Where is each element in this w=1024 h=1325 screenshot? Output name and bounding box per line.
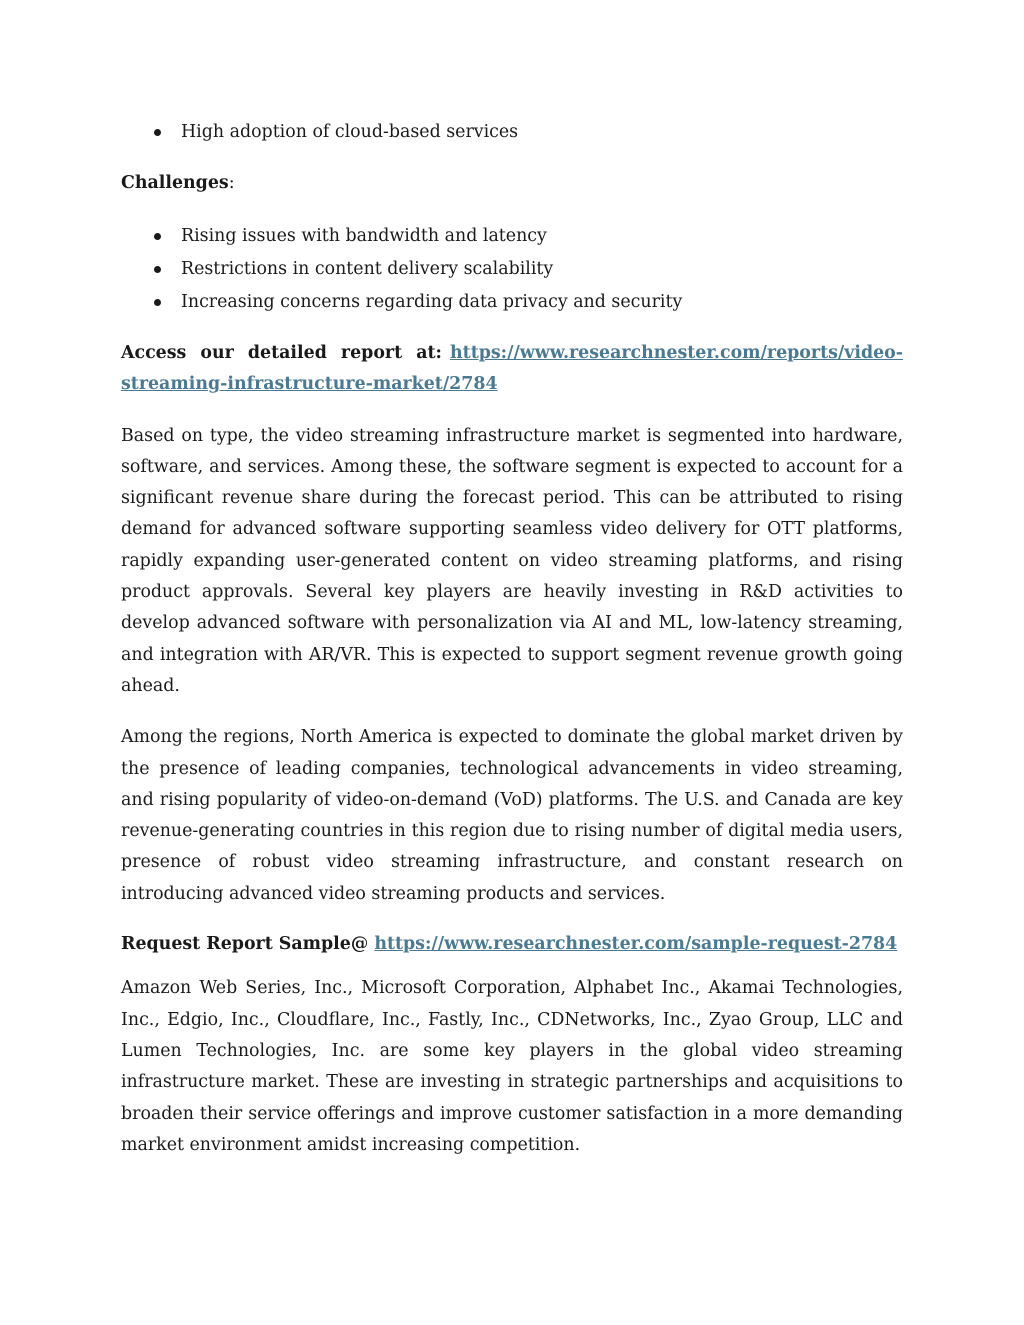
list-item: [121, 220, 903, 253]
list-item-text: Rising issues with bandwidth and latency: [181, 226, 547, 246]
list-item: [121, 253, 903, 286]
bullet-icon: [154, 129, 161, 136]
bullet-icon: [154, 299, 161, 306]
list-item-text: Restrictions in content delivery scalability: [181, 259, 554, 279]
key-players-paragraph: Amazon Web Series, Inc., Microsoft Corporation, Alphabet Inc., Akamai Technologies, Inc., Edgio, Inc., Cloudflare, Inc., Fastly, Inc., CDNetworks, Inc., Zyao Group, LLC and Lumen Technologies, Inc. are some key players in the global video streaming infrastructure market. These are investing in strategic partnerships and acquisitions to broaden their service offerings and improve customer satisfaction in a more demanding market environment amidst increasing competition.: [121, 978, 903, 1155]
challenges-heading: [121, 168, 903, 199]
access-report-line: [121, 338, 903, 401]
challenges-list: [121, 220, 903, 319]
sample-request-link[interactable]: https://www.researchnester.com/sample-request-2784: [374, 934, 898, 955]
drivers-list: [121, 116, 903, 149]
report-link[interactable]: https://www.researchnester.com/reports/video-streaming-infrastructure-market/2784: [121, 343, 903, 395]
request-sample-line: [121, 929, 903, 960]
list-item: [121, 116, 903, 149]
document-page: [121, 116, 903, 1161]
list-item-text: High adoption of cloud-based services: [181, 122, 519, 142]
request-sample-label: Request Report Sample@: [121, 934, 369, 955]
type-segment-paragraph: Based on type, the video streaming infrastructure market is segmented into hardware, software, and services. Among these, the software segment is expected to account for a significant revenue share during the forecast period. This can be attributed to rising demand for advanced software supporting seamless video delivery for OTT platforms, rapidly expanding user-generated content on video streaming platforms, and rising product approvals. Several key players are heavily investing in R&D activities to develop advanced software with personalization via AI and ML, low-latency streaming, and integration with AR/VR. This is expected to support segment revenue growth going ahead.: [121, 425, 903, 696]
list-item: [121, 286, 903, 319]
bullet-icon: [154, 266, 161, 273]
access-report-label: Access our detailed report at:: [121, 343, 442, 363]
bullet-icon: [154, 233, 161, 240]
regions-paragraph: Among the regions, North America is expected to dominate the global market driven by the presence of leading companies, technological advancements in video streaming, and rising popularity of video-on-demand (VoD) platforms. The U.S. and Canada are key revenue-generating countries in this region due to rising number of digital media users, presence of robust video streaming infrastructure, and constant research on introducing advanced video streaming products and services.: [121, 727, 903, 904]
challenges-heading-colon: :: [228, 173, 235, 193]
list-item-text: Increasing concerns regarding data privacy and security: [181, 292, 683, 312]
challenges-heading-text: Challenges: [121, 173, 229, 193]
